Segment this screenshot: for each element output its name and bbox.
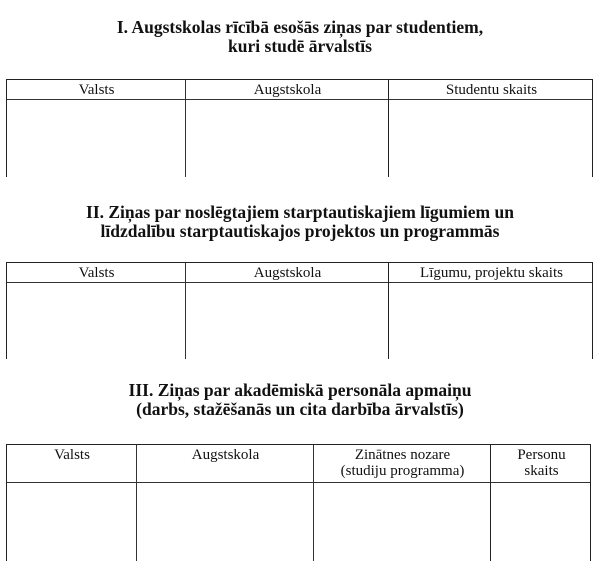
col-header-augstskola — [137, 447, 314, 463]
section-3-title-line2: (darbs, stažēšanās un cita darbība ārvalstīs) — [136, 399, 464, 419]
table-header-row — [7, 80, 592, 100]
input-cell-augstskola[interactable] — [186, 283, 388, 359]
col-header-line: Augstskola — [191, 447, 260, 463]
section-3-title-line1: III. Ziņas par akadēmiskā personāla apmaiņu — [128, 380, 472, 400]
input-cell-valsts[interactable] — [7, 483, 136, 561]
input-cell-valsts[interactable] — [7, 283, 185, 359]
col-header-line: Personu — [517, 447, 566, 463]
col-header-line: Zinātnes nozare — [354, 447, 451, 463]
section-2-title — [0, 203, 600, 241]
col-header-augstskola: Augstskola — [253, 265, 322, 281]
section-2-title-line1: II. Ziņas par noslēgtajiem starptautiskajiem līgumiem un — [86, 202, 514, 222]
col-header-line: (studiju programma) — [340, 463, 465, 479]
section-2-title-line2: līdzdalību starptautiskajos projektos un programmās — [100, 221, 500, 241]
input-cell-augstskola[interactable] — [137, 483, 313, 561]
col-header-valsts: Valsts — [78, 265, 115, 281]
col-header-line: skaits — [524, 463, 559, 479]
section-1-title-line2: kuri studē ārvalstīs — [228, 36, 372, 56]
col-header-valsts — [7, 447, 137, 463]
section-3-title — [0, 381, 600, 419]
section-1-title — [0, 18, 600, 56]
input-cell-valsts[interactable] — [7, 100, 185, 177]
input-cell-studentu-skaits[interactable] — [389, 100, 592, 177]
section-2-table — [6, 262, 593, 359]
table-header-row — [7, 445, 590, 483]
col-header-valsts: Valsts — [78, 82, 115, 98]
section-1-title-line1: I. Augstskolas rīcībā esošās ziņas par studentiem, — [116, 17, 484, 37]
col-header-studentu-skaits: Studentu skaits — [445, 82, 538, 98]
col-header-augstskola: Augstskola — [253, 82, 322, 98]
table-header-row — [7, 263, 592, 283]
input-cell-augstskola[interactable] — [186, 100, 388, 177]
col-header-zinatnes-nozare — [314, 447, 491, 479]
section-3-table — [6, 444, 591, 561]
input-cell-ligumu-projektu-skaits[interactable] — [389, 283, 592, 359]
input-cell-zinatnes-nozare[interactable] — [314, 483, 490, 561]
col-header-personu-skaits — [491, 447, 592, 479]
section-1-table — [6, 79, 593, 177]
input-cell-personu-skaits[interactable] — [491, 483, 590, 561]
col-header-ligumu-projektu-skaits: Līgumu, projektu skaits — [420, 265, 563, 281]
col-header-line: Valsts — [54, 447, 90, 463]
